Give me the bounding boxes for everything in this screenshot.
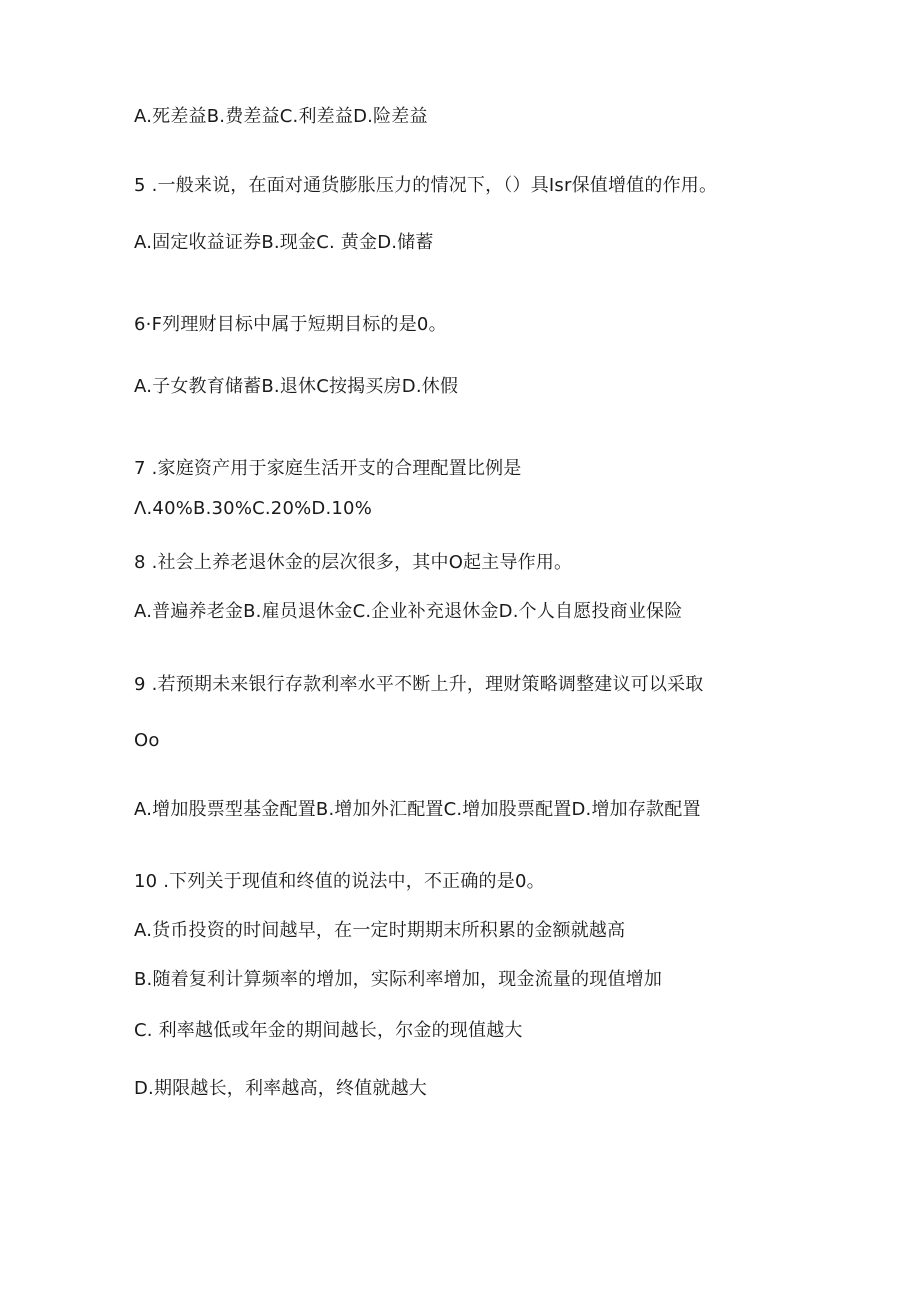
q9-question: 9 .若预期未来银行存款利率水平不断上升，理财策略调整建议可以采取 [134, 674, 704, 695]
q10-question: 10 .下列关于现值和终值的说法中，不正确的是0。 [134, 871, 545, 892]
q8-question: 8 .社会上养老退休金的层次很多，其中O起主导作用。 [134, 552, 573, 573]
q7-options: Λ.40%B.30%C.20%D.10% [134, 498, 373, 519]
q9-question-continued: Oo [134, 730, 160, 751]
q8-options: A.普遍养老金B.雇员退休金C.企业补充退休金D.个人自愿投商业保险 [134, 601, 683, 622]
q10-option-a: A.货币投资的时间越早，在一定时期期末所积累的金额就越高 [134, 920, 626, 941]
q10-option-c: C. 利率越低或年金的期间越长，尔金的现值越大 [134, 1020, 523, 1041]
q6-question: 6·F列理财目标中属于短期目标的是0。 [134, 314, 447, 335]
q10-option-d: D.期限越长，利率越高，终值就越大 [134, 1078, 427, 1099]
q4-options: A.死差益B.费差益C.利差益D.险差益 [134, 106, 428, 127]
q5-options: A.固定收益证券B.现金C. 黄金D.储蓄 [134, 232, 434, 253]
q10-option-b: B.随着复利计算频率的增加，实际利率增加，现金流量的现值增加 [134, 969, 663, 990]
q9-options: A.增加股票型基金配置B.增加外汇配置C.增加股票配置D.增加存款配置 [134, 799, 701, 820]
q7-question: 7 .家庭资产用于家庭生活开支的合理配置比例是 [134, 458, 522, 479]
q6-options: A.子女教育储蓄B.退休C按揭买房D.休假 [134, 376, 459, 397]
q5-question: 5 .一般来说，在面对通货膨胀压力的情况下，（）具Isr保值增值的作用。 [134, 175, 718, 196]
